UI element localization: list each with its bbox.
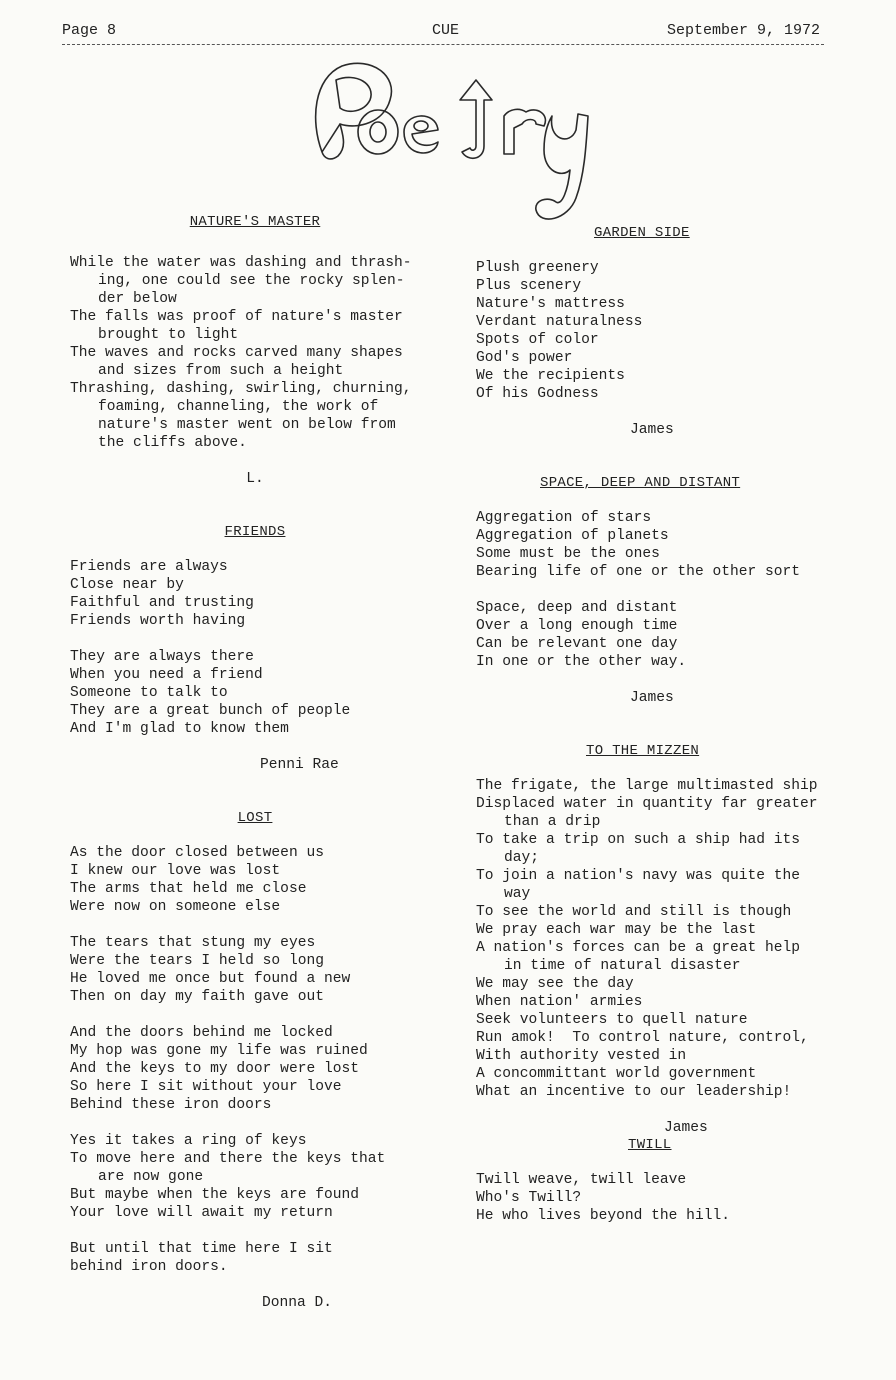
poem-line: Faithful and trusting	[70, 595, 254, 611]
poem-author: James	[664, 1120, 708, 1136]
poem-title-garden-side: GARDEN SIDE	[594, 225, 690, 241]
poem-line: And I'm glad to know them	[70, 721, 289, 737]
poem-line: My hop was gone my life was ruined	[70, 1043, 368, 1059]
header-rule	[62, 44, 824, 45]
poem-title-natures-master: NATURE'S MASTER	[189, 214, 321, 230]
poem-line: Someone to talk to	[70, 685, 228, 701]
poem-line: To see the world and still is though	[476, 904, 792, 920]
poem-line: The tears that stung my eyes	[70, 935, 316, 951]
poem-line: Were the tears I held so long	[70, 953, 324, 969]
publication-name: CUE	[432, 22, 460, 39]
poem-line: We pray each war may be the last	[476, 922, 757, 938]
poem-line: in time of natural disaster	[504, 958, 741, 974]
poem-line: Of his Godness	[476, 386, 599, 402]
poem-line: Aggregation of planets	[476, 528, 669, 544]
poem-line: But until that time here I sit	[70, 1241, 333, 1257]
poem-line: brought to light	[98, 327, 239, 343]
poem-line: As the door closed between us	[70, 845, 324, 861]
poem-line: The frigate, the large multimasted ship	[476, 778, 818, 794]
poem-line: And the keys to my door were lost	[70, 1061, 360, 1077]
poem-line: Seek volunteers to quell nature	[476, 1012, 748, 1028]
poem-line: The waves and rocks carved many shapes	[70, 345, 403, 361]
left-column	[70, 214, 440, 1312]
poem-line: Aggregation of stars	[476, 510, 652, 526]
poem-line: Nature's mattress	[476, 296, 625, 312]
poem-line: behind iron doors.	[70, 1259, 228, 1275]
right-column	[476, 225, 846, 1225]
poem-line: der below	[98, 291, 177, 307]
poem-line: They are always there	[70, 649, 254, 665]
poem-line: Over a long enough time	[476, 618, 678, 634]
poem-line: way	[504, 886, 531, 902]
poem-line: Space, deep and distant	[476, 600, 678, 616]
poem-line: Thrashing, dashing, swirling, churning,	[70, 381, 412, 397]
poem-line: Displaced water in quantity far greater	[476, 796, 818, 812]
poem-line: We the recipients	[476, 368, 625, 384]
poem-line: In one or the other way.	[476, 654, 687, 670]
poem-line: the cliffs above.	[98, 435, 247, 451]
poem-line: The falls was proof of nature's master	[70, 309, 403, 325]
poem-line: day;	[504, 850, 540, 866]
poem-line: While the water was dashing and thrash-	[70, 255, 412, 271]
poem-line: The arms that held me close	[70, 881, 307, 897]
poem-line: Friends are always	[70, 559, 228, 575]
poem-line: Plus scenery	[476, 278, 582, 294]
poem-line: He loved me once but found a new	[70, 971, 351, 987]
poem-line: When you need a friend	[70, 667, 263, 683]
page-header	[62, 22, 820, 46]
poetry-logo	[300, 50, 600, 230]
poem-line: To move here and there the keys that	[70, 1151, 386, 1167]
poem-line: A nation's forces can be a great help	[476, 940, 801, 956]
poem-line: Yes it takes a ring of keys	[70, 1133, 307, 1149]
poem-author: Penni Rae	[260, 757, 339, 773]
poem-line: Run amok! To control nature, control,	[476, 1030, 809, 1046]
poem-line: He who lives beyond the hill.	[476, 1208, 730, 1224]
poem-title-to-the-mizzen: TO THE MIZZEN	[586, 743, 700, 759]
poem-line: Your love will await my return	[70, 1205, 333, 1221]
poem-line: ing, one could see the rocky splen-	[98, 273, 405, 289]
poem-line: Close near by	[70, 577, 184, 593]
poem-title-space-deep-and-distant: SPACE, DEEP AND DISTANT	[540, 475, 741, 491]
poem-line: I knew our love was lost	[70, 863, 281, 879]
poem-author: James	[630, 690, 674, 706]
poem-line: Behind these iron doors	[70, 1097, 272, 1113]
poem-line: Some must be the ones	[476, 546, 660, 562]
poem-author: L.	[246, 471, 264, 487]
poem-natures-master	[70, 254, 440, 452]
poem-line: When nation' armies	[476, 994, 643, 1010]
poem-line: Can be relevant one day	[476, 636, 678, 652]
poem-author: Donna D.	[262, 1295, 333, 1311]
poem-line: foaming, channeling, the work of	[98, 399, 379, 415]
poem-line: than a drip	[504, 814, 601, 830]
poem-line: Spots of color	[476, 332, 599, 348]
poem-line: Verdant naturalness	[476, 314, 643, 330]
poem-line: Bearing life of one or the other sort	[476, 564, 801, 580]
page-number: Page 8	[62, 22, 117, 39]
poem-line: To join a nation's navy was quite the	[476, 868, 801, 884]
poem-line: With authority vested in	[476, 1048, 687, 1064]
poem-line: But maybe when the keys are found	[70, 1187, 360, 1203]
poem-author: James	[630, 422, 674, 438]
poem-line: A concommittant world government	[476, 1066, 757, 1082]
poem-line: We may see the day	[476, 976, 634, 992]
poem-line: To take a trip on such a ship had its	[476, 832, 801, 848]
poem-line: are now gone	[98, 1169, 204, 1185]
poem-line: Then on day my faith gave out	[70, 989, 324, 1005]
poem-title-friends: FRIENDS	[224, 524, 286, 540]
poem-line: nature's master went on below from	[98, 417, 396, 433]
poem-line: And the doors behind me locked	[70, 1025, 333, 1041]
poem-title-lost: LOST	[237, 810, 273, 826]
poem-line: God's power	[476, 350, 573, 366]
poem-line: and sizes from such a height	[98, 363, 344, 379]
poem-line: What an incentive to our leadership!	[476, 1084, 792, 1100]
poem-line: Friends worth having	[70, 613, 246, 629]
poem-line: So here I sit without your love	[70, 1079, 342, 1095]
poem-title-twill: TWILL	[628, 1137, 672, 1153]
poem-line: Were now on someone else	[70, 899, 281, 915]
poem-line: Who's Twill?	[476, 1190, 582, 1206]
poem-line: They are a great bunch of people	[70, 703, 351, 719]
poem-line: Plush greenery	[476, 260, 599, 276]
poem-line: Twill weave, twill leave	[476, 1172, 687, 1188]
issue-date: September 9, 1972	[666, 22, 820, 39]
